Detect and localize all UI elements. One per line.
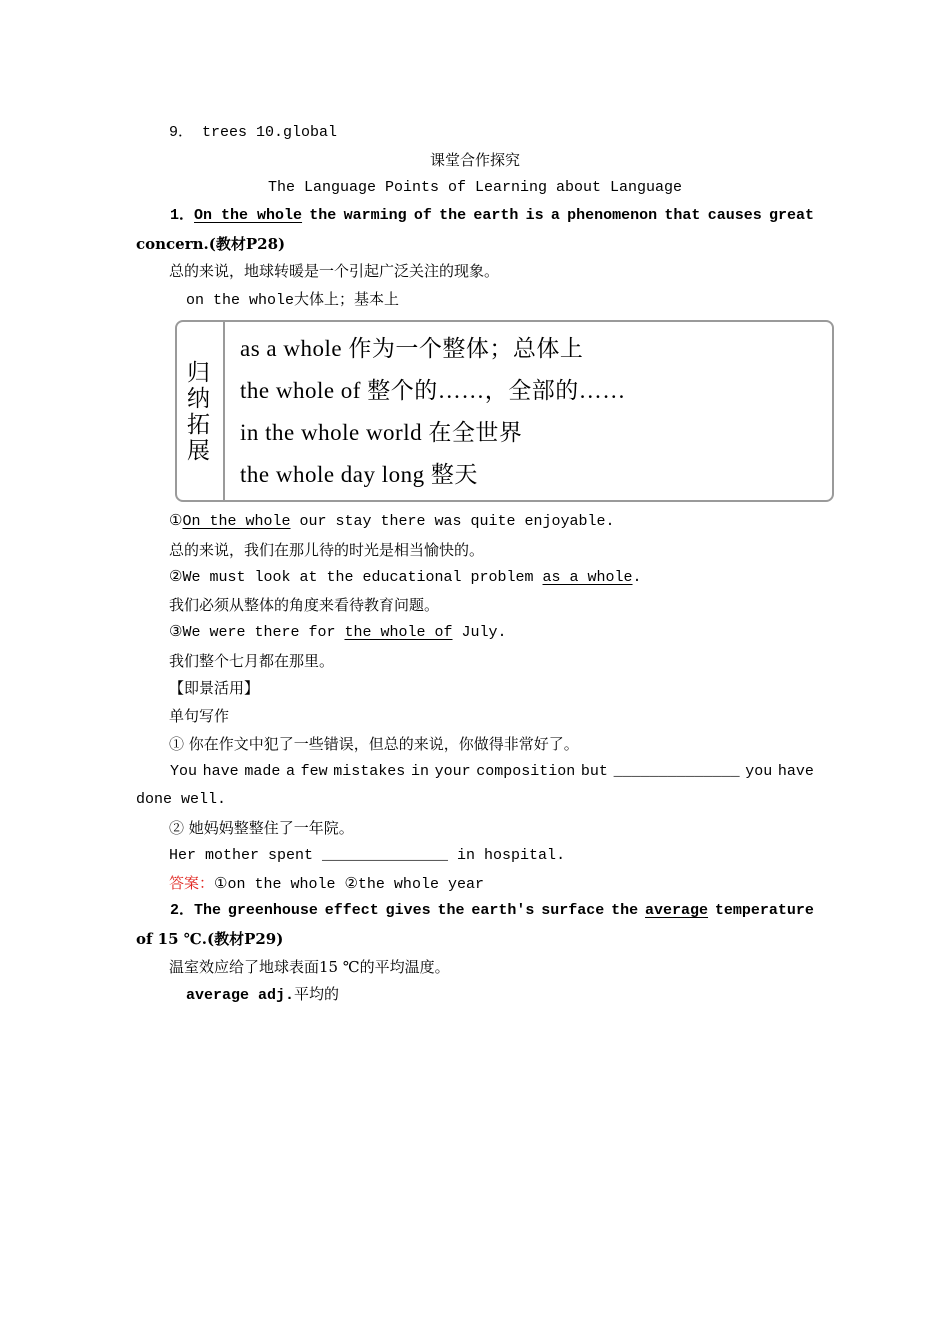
example-text: our stay there was quite enjoyable. <box>290 513 615 530</box>
item1-word: is <box>525 207 544 224</box>
item1-sentence-line1 <box>136 206 814 226</box>
summary-box-side-label <box>177 322 225 500</box>
item2-underlined-word: average <box>645 902 709 919</box>
example-2-cn: 我们必须从整体的角度来看待教育问题。 <box>169 596 440 614</box>
example-phrase: as a whole <box>542 569 633 586</box>
side-char: 拓 <box>187 412 210 438</box>
item2-sentence-line2: of 15 ℃.(教材P29) <box>136 930 284 948</box>
example-3 <box>169 623 507 643</box>
practice-q1-en-line1 <box>136 762 814 782</box>
item2-word: the <box>437 902 465 919</box>
example-text: We were there for <box>182 624 345 641</box>
section-heading-en: The Language Points of Learning about Language <box>267 179 683 196</box>
example-text: . <box>632 569 642 586</box>
item1-word: the <box>309 207 337 224</box>
item1-word: the <box>439 207 467 224</box>
q1-word: made <box>244 763 281 780</box>
item2-word: temperature <box>714 902 814 919</box>
q1-word: a <box>285 763 295 780</box>
side-char: 纳 <box>187 386 210 412</box>
example-text: July. <box>452 624 507 641</box>
item1-def-term: on the whole <box>186 292 295 309</box>
item2-sentence-line1 <box>136 901 814 921</box>
example-1-cn: 总的来说，我们在那儿待的时光是相当愉快的。 <box>169 541 485 559</box>
item1-num: 1． <box>170 207 195 224</box>
q1-word: your <box>434 763 471 780</box>
q1-word: in <box>410 763 429 780</box>
example-phrase: On the whole <box>182 513 291 530</box>
item1-word: a <box>550 207 560 224</box>
example-marker: ① <box>169 513 183 530</box>
q1-word: mistakes <box>333 763 406 780</box>
answer-label: 答案： <box>169 874 215 892</box>
section-heading-cn: 课堂合作探究 <box>429 151 520 169</box>
side-char: 归 <box>187 360 210 386</box>
example-marker: ② <box>169 569 183 586</box>
practice-q2-en: Her mother spent ______________ in hospital. <box>169 847 566 864</box>
item2-def-meaning: 平均的 <box>294 985 340 1003</box>
example-3-cn: 我们整个七月都在那里。 <box>169 652 335 670</box>
answer-line-9-10: 9． trees 10.global <box>169 124 338 141</box>
item2-word: surface <box>541 902 605 919</box>
practice-q2-cn: ② 她妈妈整整住了一年院。 <box>169 819 354 837</box>
practice-q1-en-line2: done well. <box>136 791 227 808</box>
summary-row: in the whole world 在全世界 <box>240 420 523 445</box>
item2-word: the <box>611 902 639 919</box>
example-marker: ③ <box>169 624 183 641</box>
example-phrase: the whole of <box>344 624 453 641</box>
item1-word: phenomenon <box>567 207 658 224</box>
item2-word: greenhouse <box>227 902 318 919</box>
item1-phrase: On the whole <box>194 207 303 224</box>
example-text: We must look at the educational problem <box>182 569 543 586</box>
q1-word: but <box>580 763 608 780</box>
q1-word: composition <box>476 763 576 780</box>
item1-def-meaning: 大体上；基本上 <box>294 290 400 308</box>
item2-word: earth's <box>471 902 535 919</box>
q1-word: You <box>170 763 198 780</box>
item1-word: warming <box>343 207 407 224</box>
summary-row: as a whole 作为一个整体；总体上 <box>240 336 584 361</box>
summary-box <box>175 320 834 502</box>
item1-word: earth <box>473 207 519 224</box>
practice-tag: 【即景活用】 <box>169 679 260 697</box>
item1-sentence-line2: concern.(教材P28) <box>136 235 286 253</box>
summary-row: the whole day long 整天 <box>240 462 478 487</box>
item1-definition <box>186 289 399 311</box>
q1-word: have <box>777 763 814 780</box>
practice-type: 单句写作 <box>169 707 230 725</box>
answer-line <box>169 873 484 895</box>
item1-translation: 总的来说，地球转暖是一个引起广泛关注的现象。 <box>169 262 500 280</box>
item2-word: effect <box>324 902 379 919</box>
item2-definition <box>186 984 339 1006</box>
item2-def-term: average adj. <box>186 987 295 1004</box>
q1-blank: ______________ <box>613 763 740 780</box>
item2-translation: 温室效应给了地球表面15 ℃的平均温度。 <box>169 958 450 976</box>
example-2 <box>169 568 642 588</box>
answer-text: ①on the whole ②the whole year <box>214 876 484 893</box>
item1-word: great <box>768 207 814 224</box>
practice-q1-cn: ① 你在作文中犯了一些错误，但总的来说，你做得非常好了。 <box>169 735 579 753</box>
q1-word: you <box>745 763 773 780</box>
item2-word: The <box>194 902 222 919</box>
q1-word: few <box>300 763 328 780</box>
item1-word: causes <box>707 207 762 224</box>
item2-word: gives <box>385 902 431 919</box>
q1-word: have <box>202 763 239 780</box>
example-1 <box>169 512 615 532</box>
item1-word: that <box>664 207 701 224</box>
summary-row: the whole of 整个的……，全部的…… <box>240 378 626 403</box>
item2-num: 2． <box>170 902 195 919</box>
side-char: 展 <box>187 438 210 464</box>
item1-word: of <box>413 207 432 224</box>
